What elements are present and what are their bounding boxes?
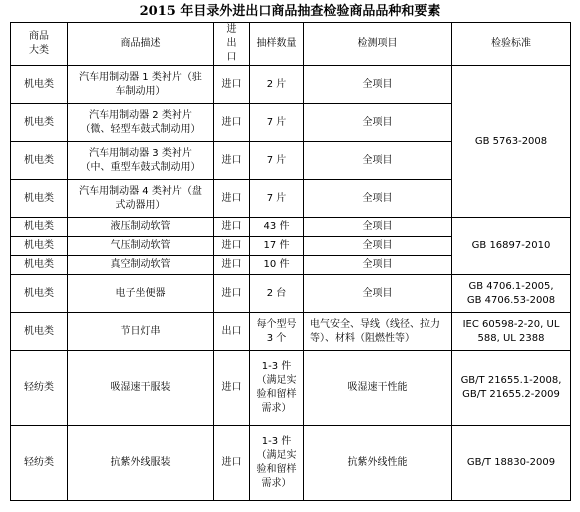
cell-standard: GB 4706.1-2005, GB 4706.53-2008 xyxy=(452,275,571,313)
cell-description: 汽车用制动器 1 类衬片（驻车制动用） xyxy=(68,66,214,104)
cell-description: 电子坐便器 xyxy=(68,275,214,313)
cell-description: 汽车用制动器 4 类衬片（盘式动器用） xyxy=(68,180,214,218)
cell-description: 真空制动软管 xyxy=(68,256,214,275)
cell-import-export: 进口 xyxy=(214,426,250,501)
cell-import-export: 进口 xyxy=(214,237,250,256)
cell-test-items: 全项目 xyxy=(304,256,452,275)
header-standard: 检验标准 xyxy=(452,23,571,66)
cell-description: 汽车用制动器 3 类衬片（中、重型车鼓式制动用） xyxy=(68,142,214,180)
cell-import-export: 进口 xyxy=(214,351,250,426)
cell-import-export: 进口 xyxy=(214,142,250,180)
header-test-items: 检测项目 xyxy=(304,23,452,66)
cell-sample-qty: 2 片 xyxy=(250,66,304,104)
table-row xyxy=(11,218,571,237)
cell-category: 机电类 xyxy=(11,66,68,104)
cell-category: 机电类 xyxy=(11,256,68,275)
table-row xyxy=(11,313,571,351)
cell-description: 液压制动软管 xyxy=(68,218,214,237)
cell-category: 机电类 xyxy=(11,104,68,142)
cell-description: 气压制动软管 xyxy=(68,237,214,256)
cell-import-export: 进口 xyxy=(214,180,250,218)
cell-category: 轻纺类 xyxy=(11,351,68,426)
table-row xyxy=(11,66,571,104)
cell-category: 机电类 xyxy=(11,237,68,256)
cell-sample-qty: 7 片 xyxy=(250,142,304,180)
cell-category: 机电类 xyxy=(11,142,68,180)
cell-test-items: 全项目 xyxy=(304,180,452,218)
header-sample-qty: 抽样数量 xyxy=(250,23,304,66)
cell-sample-qty: 每个型号 3 个 xyxy=(250,313,304,351)
header-row xyxy=(11,23,571,66)
cell-sample-qty: 1-3 件（满足实验和留样需求） xyxy=(250,351,304,426)
cell-import-export: 进口 xyxy=(214,66,250,104)
cell-sample-qty: 17 件 xyxy=(250,237,304,256)
cell-description: 吸湿速干服装 xyxy=(68,351,214,426)
cell-import-export: 出口 xyxy=(214,313,250,351)
cell-description: 抗紫外线服装 xyxy=(68,426,214,501)
cell-sample-qty: 7 片 xyxy=(250,104,304,142)
header-description: 商品描述 xyxy=(68,23,214,66)
cell-test-items: 全项目 xyxy=(304,142,452,180)
cell-standard: GB 16897-2010 xyxy=(452,218,571,275)
cell-sample-qty: 10 件 xyxy=(250,256,304,275)
cell-sample-qty: 7 片 xyxy=(250,180,304,218)
cell-sample-qty: 1-3 件（满足实验和留样需求） xyxy=(250,426,304,501)
cell-standard: IEC 60598-2-20, UL 588, UL 2388 xyxy=(452,313,571,351)
cell-test-items: 全项目 xyxy=(304,218,452,237)
cell-sample-qty: 2 台 xyxy=(250,275,304,313)
cell-standard: GB/T 21655.1-2008, GB/T 21655.2-2009 xyxy=(452,351,571,426)
cell-category: 轻纺类 xyxy=(11,426,68,501)
header-category: 商品大类 xyxy=(11,23,68,66)
cell-test-items: 全项目 xyxy=(304,104,452,142)
cell-test-items: 全项目 xyxy=(304,66,452,104)
cell-import-export: 进口 xyxy=(214,104,250,142)
cell-test-items: 抗紫外线性能 xyxy=(304,426,452,501)
cell-sample-qty: 43 件 xyxy=(250,218,304,237)
cell-import-export: 进口 xyxy=(214,218,250,237)
cell-import-export: 进口 xyxy=(214,256,250,275)
cell-test-items: 吸湿速干性能 xyxy=(304,351,452,426)
inspection-table xyxy=(10,22,571,501)
cell-category: 机电类 xyxy=(11,218,68,237)
cell-test-items: 电气安全、导线（线径、拉力等）、材料（阻燃性等） xyxy=(304,313,452,351)
table-row xyxy=(11,275,571,313)
cell-standard: GB/T 18830-2009 xyxy=(452,426,571,501)
cell-description: 汽车用制动器 2 类衬片（微、轻型车鼓式制动用） xyxy=(68,104,214,142)
cell-import-export: 进口 xyxy=(214,275,250,313)
cell-standard: GB 5763-2008 xyxy=(452,66,571,218)
table-row xyxy=(11,426,571,501)
cell-description: 节日灯串 xyxy=(68,313,214,351)
cell-test-items: 全项目 xyxy=(304,237,452,256)
cell-category: 机电类 xyxy=(11,313,68,351)
page-title: 2015 年目录外进出口商品抽查检验商品品种和要素 xyxy=(139,4,441,19)
cell-category: 机电类 xyxy=(11,275,68,313)
table-row xyxy=(11,351,571,426)
cell-test-items: 全项目 xyxy=(304,275,452,313)
header-import-export: 进出口 xyxy=(214,23,250,66)
cell-category: 机电类 xyxy=(11,180,68,218)
